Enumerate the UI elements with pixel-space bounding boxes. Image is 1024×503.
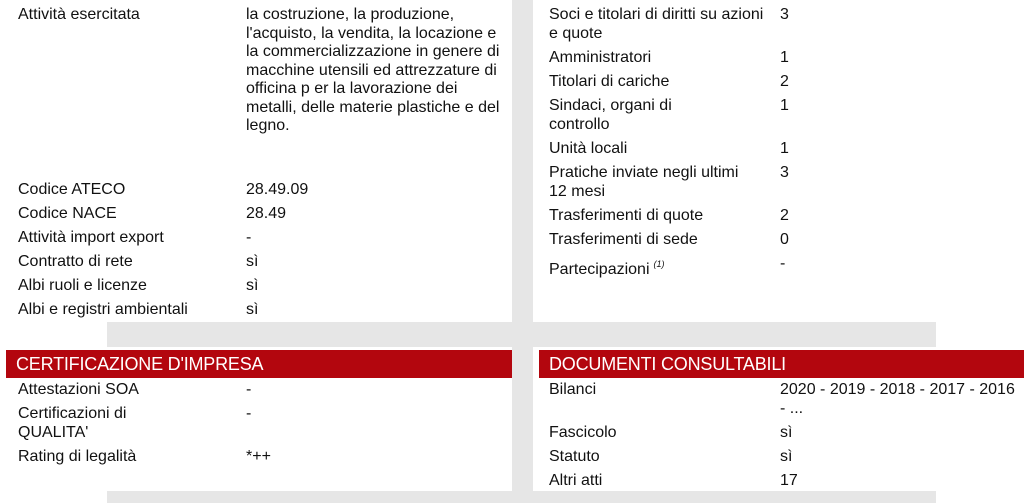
list-item xyxy=(18,448,508,472)
list-item xyxy=(18,229,508,253)
company-activity-list xyxy=(18,6,508,325)
list-item xyxy=(549,255,1019,279)
nace-value: 28.49 xyxy=(246,205,287,222)
statute-value: sì xyxy=(780,448,793,465)
auditors-value: 1 xyxy=(780,97,789,114)
directors-label: Amministratori xyxy=(549,49,652,66)
other-acts-value: 17 xyxy=(780,472,798,489)
licenses-value: sì xyxy=(246,277,259,294)
officers-label: Titolari di cariche xyxy=(549,73,670,90)
list-item xyxy=(18,181,508,205)
shareholders-value: 3 xyxy=(780,6,789,23)
auditors-label: Sindaci, organi di controllo xyxy=(549,97,672,133)
shareholders-label: Soci e titolari di diritti su azioni e quote xyxy=(549,6,764,42)
legality-rating-label: Rating di legalità xyxy=(18,448,137,465)
list-item xyxy=(549,97,1019,140)
dossier-value: sì xyxy=(780,424,793,441)
import-export-value: - xyxy=(246,229,252,246)
import-export-label: Attività import export xyxy=(18,229,164,246)
list-item xyxy=(549,207,1019,231)
statute-label: Statuto xyxy=(549,448,600,465)
list-item xyxy=(18,253,508,277)
filings-value: 3 xyxy=(780,164,789,181)
documents-list xyxy=(549,381,1019,496)
nace-label: Codice NACE xyxy=(18,205,117,222)
list-item xyxy=(18,205,508,229)
share-transfers-value: 2 xyxy=(780,207,789,224)
balance-sheets-label: Bilanci xyxy=(549,381,597,398)
balance-sheets-value: 2020 - 2019 - 2018 - 2017 - 2016 - ... xyxy=(780,381,1015,417)
separator-right-stub xyxy=(936,322,1024,347)
certification-list xyxy=(18,381,508,472)
directors-value: 1 xyxy=(780,49,789,66)
environmental-registers-label: Albi e registri ambientali xyxy=(18,301,188,318)
list-item xyxy=(549,140,1019,164)
dossier-label: Fascicolo xyxy=(549,424,617,441)
officers-value: 2 xyxy=(780,73,789,90)
share-transfers-label: Trasferimenti di quote xyxy=(549,207,704,224)
participations-value: - xyxy=(780,255,786,272)
list-item xyxy=(549,381,1019,424)
soa-label: Attestazioni SOA xyxy=(18,381,139,398)
filings-label: Pratiche inviate negli ultimi 12 mesi xyxy=(549,164,739,200)
activity-label: Attività esercitata xyxy=(18,6,140,23)
seat-transfers-value: 0 xyxy=(780,231,789,248)
footnote-marker: (1) xyxy=(653,259,665,269)
column-gutter xyxy=(512,0,533,503)
section-header-certificazione: CERTIFICAZIONE D'IMPRESA xyxy=(6,350,512,378)
local-units-label: Unità locali xyxy=(549,140,628,157)
participations-text: Partecipazioni xyxy=(549,261,650,278)
activity-value: la costruzione, la produzione, l'acquisto, la vendita, la locazione e la commercializzazione in genere di macchine utensili ed attrezzature di officina p er la lavorazione dei metalli, delle materie plastiche e del legno. xyxy=(246,6,500,134)
separator-left-stub xyxy=(0,322,107,347)
list-item xyxy=(18,277,508,301)
local-units-value: 1 xyxy=(780,140,789,157)
list-item xyxy=(549,424,1019,448)
company-structure-list xyxy=(549,6,1019,279)
participations-label xyxy=(549,255,665,280)
environmental-registers-value: sì xyxy=(246,301,259,318)
quality-label: Certificazioni di QUALITA' xyxy=(18,405,127,441)
list-item xyxy=(549,448,1019,472)
other-acts-label: Altri atti xyxy=(549,472,603,489)
list-item xyxy=(18,405,508,448)
quality-value: - xyxy=(246,405,252,422)
list-item xyxy=(549,231,1019,255)
separator-left-stub-bottom xyxy=(0,491,107,503)
section-header-documenti: DOCUMENTI CONSULTABILI xyxy=(539,350,1024,378)
soa-value: - xyxy=(246,381,252,398)
list-item xyxy=(549,164,1019,207)
list-item xyxy=(18,6,508,181)
list-item xyxy=(549,472,1019,496)
network-contract-label: Contratto di rete xyxy=(18,253,133,270)
list-item xyxy=(18,381,508,405)
list-item xyxy=(549,6,1019,49)
legality-rating-value: *++ xyxy=(246,448,271,465)
list-item xyxy=(549,49,1019,73)
list-item xyxy=(549,73,1019,97)
network-contract-value: sì xyxy=(246,253,259,270)
ateco-value: 28.49.09 xyxy=(246,181,309,198)
seat-transfers-label: Trasferimenti di sede xyxy=(549,231,698,248)
licenses-label: Albi ruoli e licenze xyxy=(18,277,147,294)
list-item xyxy=(18,301,508,325)
ateco-label: Codice ATECO xyxy=(18,181,126,198)
